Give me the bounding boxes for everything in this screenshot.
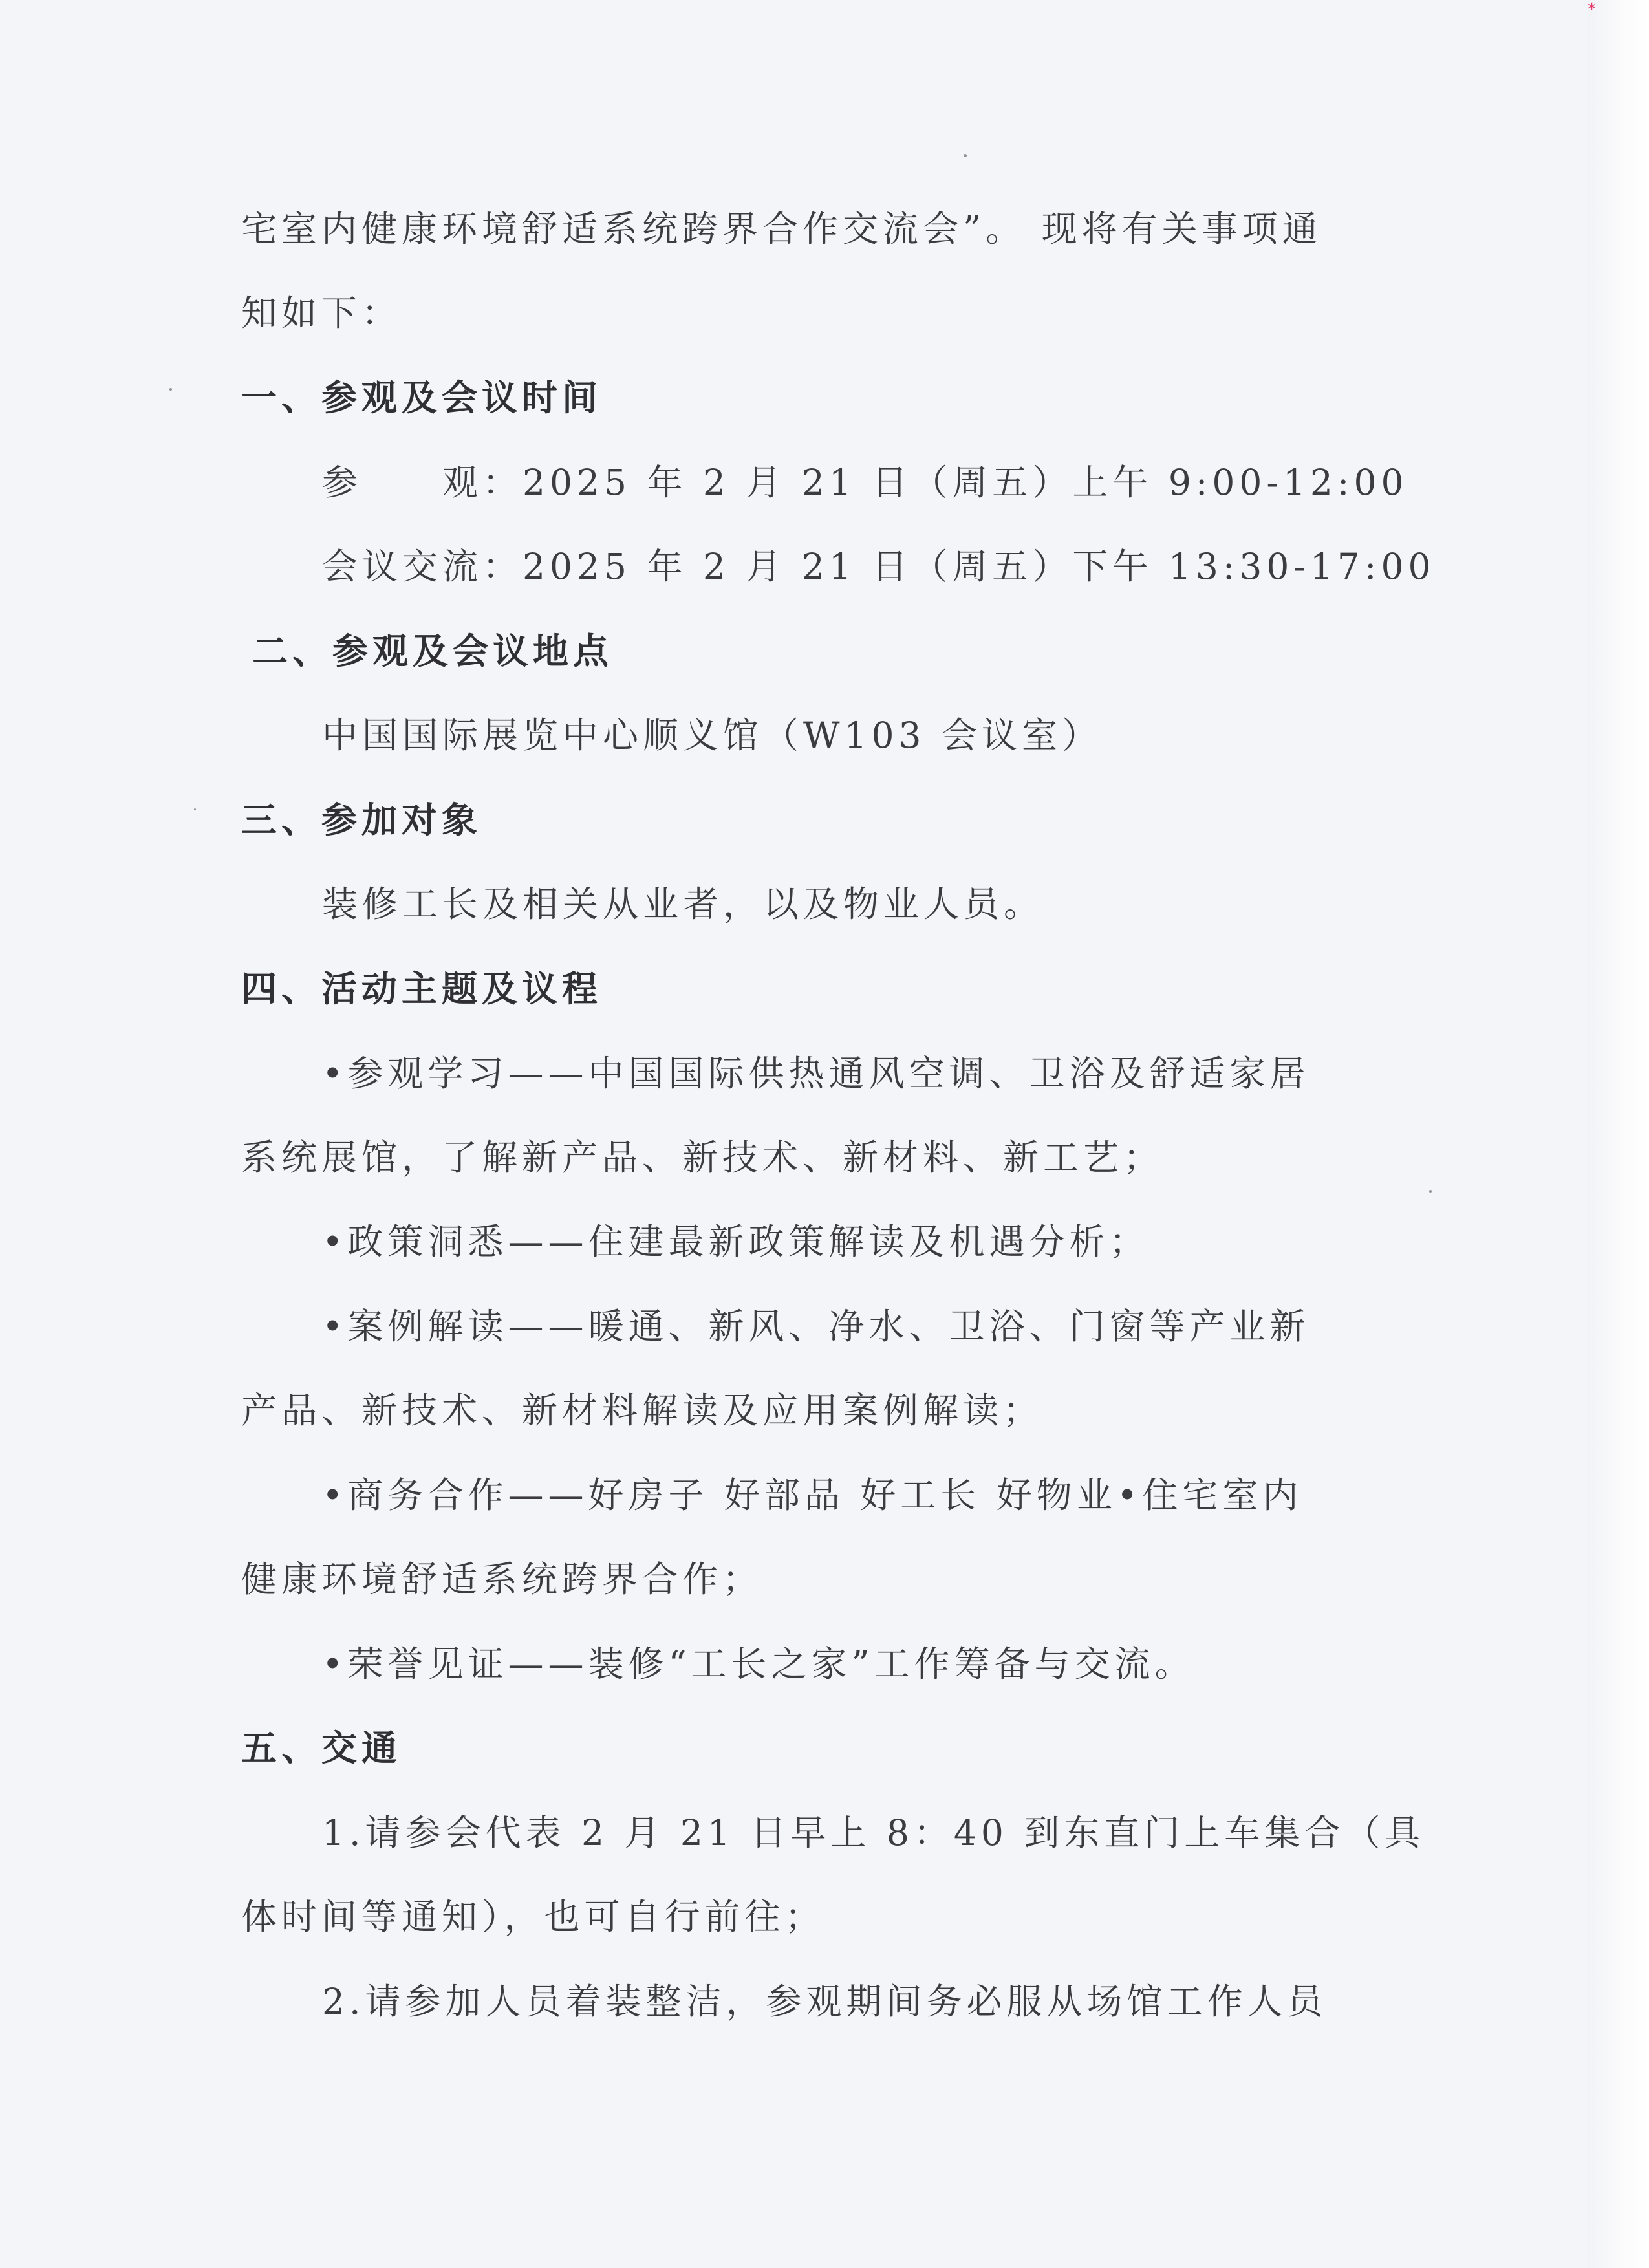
section-heading-2: 二、参观及会议地点: [252, 631, 614, 672]
intro-line-2: 知如下：: [241, 292, 402, 334]
section-heading-1: 一、参观及会议时间: [241, 377, 603, 418]
agenda-item-1-line-1: •参观学习——中国国际供热通风空调、卫浴及舒适家居: [322, 1053, 1310, 1094]
meeting-time-line: 会议交流：2025 年 2 月 21 日（周五）下午 13:30-17:00: [322, 546, 1436, 587]
section-heading-5: 五、交通: [241, 1727, 402, 1769]
section-heading-4: 四、活动主题及议程: [241, 968, 603, 1010]
location-line: 中国国际展览中心顺义馆（W103 会议室）: [322, 715, 1102, 756]
transport-item-1-line-2: 体时间等通知），也可自行前往；: [241, 1896, 825, 1938]
page-edge-strip: [1588, 0, 1649, 2268]
scan-dust-dot: [1429, 1190, 1432, 1193]
section-heading-3: 三、参加对象: [241, 799, 482, 841]
transport-item-2-line-1: 2.请参加人员着装整洁，参观期间务必服从场馆工作人员: [322, 1981, 1328, 2022]
scan-dust-dot: [169, 388, 172, 391]
agenda-item-2-line-1: •政策洞悉——住建最新政策解读及机遇分析；: [322, 1221, 1150, 1262]
agenda-item-4-line-2: 健康环境舒适系统跨界合作；: [241, 1559, 763, 1600]
agenda-item-3-line-2: 产品、新技术、新材料解读及应用案例解读；: [241, 1390, 1044, 1431]
scan-dust-dot: [964, 154, 967, 157]
scan-dust-dot: [194, 808, 196, 810]
attendees-line: 装修工长及相关从业者，以及物业人员。: [322, 883, 1044, 925]
transport-item-1-line-1: 1.请参会代表 2 月 21 日早上 8：40 到东直门上车集合（具: [322, 1812, 1425, 1853]
red-corner-mark: *: [1588, 0, 1596, 19]
agenda-item-5-line-1: •荣誉见证——装修“工长之家”工作筹备与交流。: [322, 1643, 1195, 1685]
visit-time-line: 参 观：2025 年 2 月 21 日（周五）上午 9:00-12:00: [322, 462, 1408, 503]
agenda-item-4-line-1: •商务合作——好房子 好部品 好工长 好物业•住宅室内: [322, 1474, 1303, 1516]
intro-line-1: 宅室内健康环境舒适系统跨界合作交流会”。 现将有关事项通: [241, 208, 1322, 250]
agenda-item-1-line-2: 系统展馆，了解新产品、新技术、新材料、新工艺；: [241, 1137, 1164, 1178]
agenda-item-3-line-1: •案例解读——暖通、新风、净水、卫浴、门窗等产业新: [322, 1306, 1310, 1347]
